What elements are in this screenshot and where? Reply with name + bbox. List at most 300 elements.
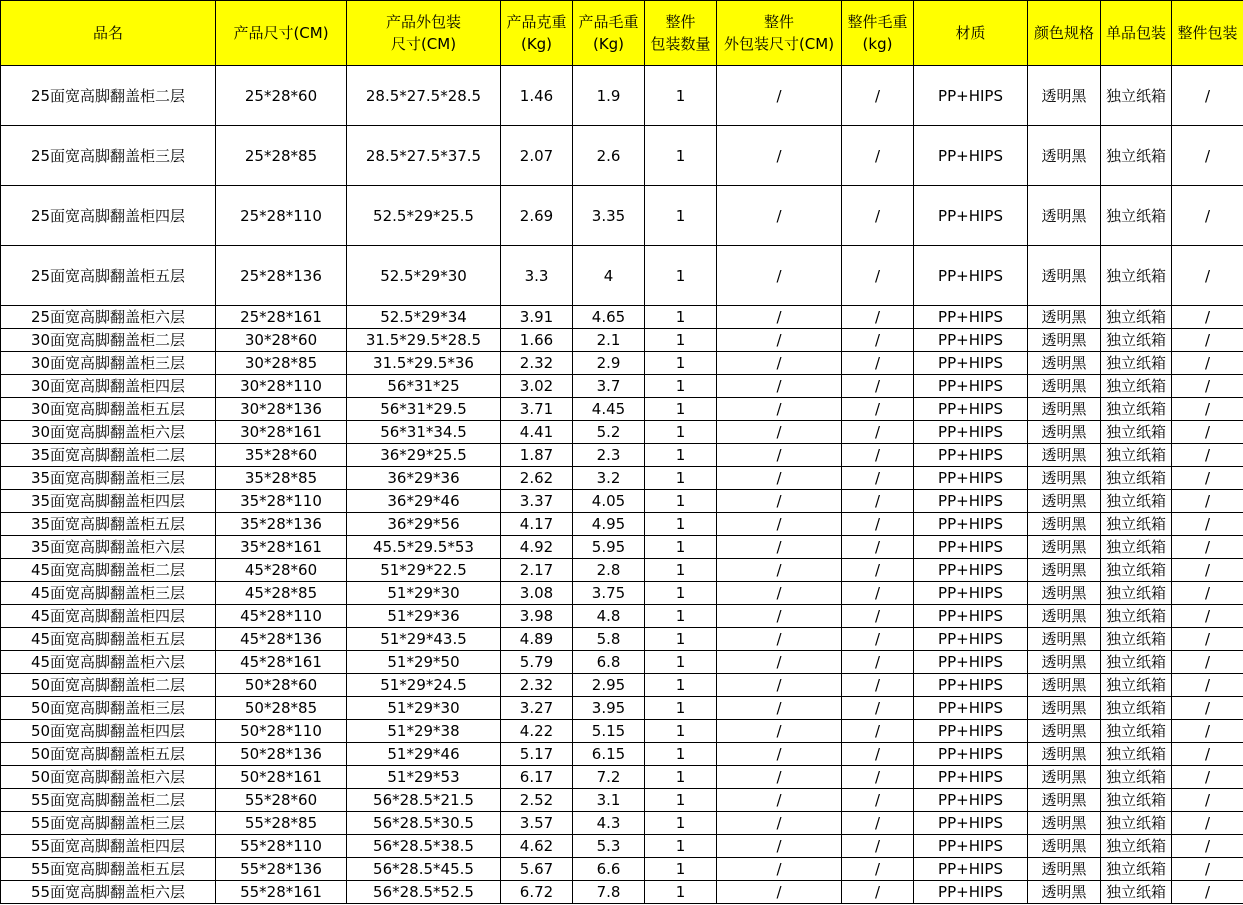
cell-product-name: 45面宽高脚翻盖柜四层: [1, 605, 216, 628]
cell-product-name: 30面宽高脚翻盖柜四层: [1, 375, 216, 398]
cell-carton-qty: 1: [645, 628, 717, 651]
cell-carton-size: /: [717, 467, 842, 490]
cell-carton-qty: 1: [645, 766, 717, 789]
cell-carton-qty: 1: [645, 421, 717, 444]
cell-net-weight: 2.62: [501, 467, 573, 490]
cell-unit-package: 独立纸箱: [1101, 789, 1172, 812]
cell-unit-package: 独立纸箱: [1101, 605, 1172, 628]
table-row: [1, 126, 1243, 186]
cell-net-weight: 3.98: [501, 605, 573, 628]
cell-carton-size: /: [717, 674, 842, 697]
cell-net-weight: 4.41: [501, 421, 573, 444]
cell-carton-qty: 1: [645, 467, 717, 490]
cell-carton-weight: /: [842, 789, 914, 812]
cell-product-size: 25*28*60: [216, 66, 347, 126]
cell-gross-weight: 5.3: [573, 835, 645, 858]
cell-carton-size: /: [717, 835, 842, 858]
cell-net-weight: 6.17: [501, 766, 573, 789]
cell-net-weight: 3.71: [501, 398, 573, 421]
cell-carton-package: /: [1172, 467, 1243, 490]
cell-net-weight: 1.87: [501, 444, 573, 467]
cell-carton-qty: 1: [645, 697, 717, 720]
cell-unit-package: 独立纸箱: [1101, 375, 1172, 398]
cell-carton-package: /: [1172, 651, 1243, 674]
cell-carton-package: /: [1172, 126, 1243, 186]
table-row: [1, 605, 1243, 628]
table-row: [1, 352, 1243, 375]
cell-color: 透明黑: [1028, 352, 1101, 375]
cell-carton-weight: /: [842, 329, 914, 352]
cell-carton-size: /: [717, 812, 842, 835]
cell-color: 透明黑: [1028, 559, 1101, 582]
cell-carton-package: /: [1172, 398, 1243, 421]
cell-product-name: 30面宽高脚翻盖柜五层: [1, 398, 216, 421]
cell-net-weight: 2.17: [501, 559, 573, 582]
table-row: [1, 490, 1243, 513]
cell-gross-weight: 2.1: [573, 329, 645, 352]
cell-net-weight: 3.37: [501, 490, 573, 513]
cell-carton-qty: 1: [645, 881, 717, 904]
cell-color: 透明黑: [1028, 835, 1101, 858]
cell-carton-qty: 1: [645, 513, 717, 536]
header-carton-weight: 整件毛重 (kg): [842, 1, 914, 66]
cell-product-name: 25面宽高脚翻盖柜三层: [1, 126, 216, 186]
cell-unit-package: 独立纸箱: [1101, 766, 1172, 789]
cell-product-name: 25面宽高脚翻盖柜二层: [1, 66, 216, 126]
cell-gross-weight: 4.95: [573, 513, 645, 536]
cell-material: PP+HIPS: [914, 66, 1028, 126]
cell-carton-size: /: [717, 246, 842, 306]
cell-carton-qty: 1: [645, 306, 717, 329]
cell-carton-qty: 1: [645, 674, 717, 697]
table-row: [1, 812, 1243, 835]
cell-package-size: 52.5*29*30: [347, 246, 501, 306]
cell-product-size: 55*28*60: [216, 789, 347, 812]
cell-carton-package: /: [1172, 766, 1243, 789]
cell-product-name: 30面宽高脚翻盖柜三层: [1, 352, 216, 375]
cell-carton-package: /: [1172, 559, 1243, 582]
cell-carton-weight: /: [842, 352, 914, 375]
table-row: [1, 582, 1243, 605]
cell-net-weight: 3.08: [501, 582, 573, 605]
cell-gross-weight: 3.75: [573, 582, 645, 605]
cell-carton-package: /: [1172, 858, 1243, 881]
cell-carton-qty: 1: [645, 720, 717, 743]
header-carton-qty: 整件 包装数量: [645, 1, 717, 66]
cell-material: PP+HIPS: [914, 697, 1028, 720]
cell-carton-package: /: [1172, 352, 1243, 375]
cell-carton-qty: 1: [645, 352, 717, 375]
cell-color: 透明黑: [1028, 858, 1101, 881]
header-material: 材质: [914, 1, 1028, 66]
cell-package-size: 56*28.5*38.5: [347, 835, 501, 858]
cell-carton-qty: 1: [645, 743, 717, 766]
cell-unit-package: 独立纸箱: [1101, 835, 1172, 858]
cell-unit-package: 独立纸箱: [1101, 66, 1172, 126]
cell-material: PP+HIPS: [914, 674, 1028, 697]
cell-product-size: 55*28*161: [216, 881, 347, 904]
cell-package-size: 56*31*29.5: [347, 398, 501, 421]
cell-product-name: 30面宽高脚翻盖柜六层: [1, 421, 216, 444]
cell-material: PP+HIPS: [914, 513, 1028, 536]
cell-gross-weight: 5.95: [573, 536, 645, 559]
cell-gross-weight: 4: [573, 246, 645, 306]
cell-package-size: 51*29*30: [347, 697, 501, 720]
cell-product-size: 45*28*110: [216, 605, 347, 628]
cell-carton-package: /: [1172, 421, 1243, 444]
cell-carton-weight: /: [842, 835, 914, 858]
table-body: [1, 66, 1243, 904]
table-row: [1, 743, 1243, 766]
cell-carton-weight: /: [842, 375, 914, 398]
cell-color: 透明黑: [1028, 126, 1101, 186]
cell-package-size: 51*29*53: [347, 766, 501, 789]
table-row: [1, 559, 1243, 582]
table-row: [1, 246, 1243, 306]
cell-color: 透明黑: [1028, 421, 1101, 444]
table-row: [1, 186, 1243, 246]
cell-carton-qty: 1: [645, 329, 717, 352]
cell-carton-weight: /: [842, 306, 914, 329]
cell-carton-weight: /: [842, 858, 914, 881]
cell-gross-weight: 2.6: [573, 126, 645, 186]
cell-color: 透明黑: [1028, 720, 1101, 743]
cell-net-weight: 3.02: [501, 375, 573, 398]
cell-carton-size: /: [717, 536, 842, 559]
cell-package-size: 56*28.5*21.5: [347, 789, 501, 812]
cell-net-weight: 2.07: [501, 126, 573, 186]
table-row: [1, 513, 1243, 536]
cell-package-size: 56*28.5*30.5: [347, 812, 501, 835]
cell-carton-size: /: [717, 651, 842, 674]
cell-package-size: 36*29*46: [347, 490, 501, 513]
cell-color: 透明黑: [1028, 467, 1101, 490]
cell-material: PP+HIPS: [914, 789, 1028, 812]
cell-package-size: 52.5*29*34: [347, 306, 501, 329]
cell-gross-weight: 3.1: [573, 789, 645, 812]
cell-carton-package: /: [1172, 513, 1243, 536]
cell-carton-weight: /: [842, 559, 914, 582]
cell-carton-package: /: [1172, 697, 1243, 720]
cell-product-size: 35*28*85: [216, 467, 347, 490]
cell-color: 透明黑: [1028, 513, 1101, 536]
cell-net-weight: 6.72: [501, 881, 573, 904]
cell-carton-size: /: [717, 375, 842, 398]
cell-product-size: 50*28*136: [216, 743, 347, 766]
table-row: [1, 720, 1243, 743]
cell-product-name: 35面宽高脚翻盖柜二层: [1, 444, 216, 467]
cell-product-name: 50面宽高脚翻盖柜五层: [1, 743, 216, 766]
cell-carton-size: /: [717, 490, 842, 513]
cell-net-weight: 2.32: [501, 352, 573, 375]
cell-package-size: 28.5*27.5*28.5: [347, 66, 501, 126]
cell-carton-weight: /: [842, 246, 914, 306]
cell-carton-package: /: [1172, 582, 1243, 605]
cell-product-name: 55面宽高脚翻盖柜三层: [1, 812, 216, 835]
table-row: [1, 375, 1243, 398]
cell-product-size: 35*28*136: [216, 513, 347, 536]
cell-gross-weight: 2.3: [573, 444, 645, 467]
cell-carton-package: /: [1172, 329, 1243, 352]
cell-carton-weight: /: [842, 605, 914, 628]
cell-product-name: 25面宽高脚翻盖柜五层: [1, 246, 216, 306]
table-row: [1, 766, 1243, 789]
cell-unit-package: 独立纸箱: [1101, 582, 1172, 605]
cell-product-size: 25*28*110: [216, 186, 347, 246]
cell-net-weight: 4.62: [501, 835, 573, 858]
cell-material: PP+HIPS: [914, 812, 1028, 835]
cell-carton-weight: /: [842, 66, 914, 126]
cell-carton-package: /: [1172, 605, 1243, 628]
cell-carton-size: /: [717, 743, 842, 766]
table-row: [1, 467, 1243, 490]
cell-carton-weight: /: [842, 720, 914, 743]
cell-carton-weight: /: [842, 743, 914, 766]
cell-carton-size: /: [717, 628, 842, 651]
cell-carton-package: /: [1172, 835, 1243, 858]
cell-color: 透明黑: [1028, 582, 1101, 605]
cell-carton-size: /: [717, 766, 842, 789]
cell-color: 透明黑: [1028, 246, 1101, 306]
cell-package-size: 51*29*24.5: [347, 674, 501, 697]
header-product-name: 品名: [1, 1, 216, 66]
cell-package-size: 56*28.5*52.5: [347, 881, 501, 904]
table-row: [1, 674, 1243, 697]
cell-carton-qty: 1: [645, 651, 717, 674]
cell-carton-weight: /: [842, 126, 914, 186]
cell-material: PP+HIPS: [914, 375, 1028, 398]
cell-package-size: 51*29*50: [347, 651, 501, 674]
cell-carton-qty: 1: [645, 246, 717, 306]
cell-carton-size: /: [717, 789, 842, 812]
cell-unit-package: 独立纸箱: [1101, 126, 1172, 186]
cell-net-weight: 5.17: [501, 743, 573, 766]
cell-product-name: 55面宽高脚翻盖柜六层: [1, 881, 216, 904]
cell-unit-package: 独立纸箱: [1101, 651, 1172, 674]
cell-product-size: 55*28*85: [216, 812, 347, 835]
cell-product-size: 30*28*161: [216, 421, 347, 444]
table-row: [1, 697, 1243, 720]
cell-net-weight: 4.22: [501, 720, 573, 743]
cell-product-name: 50面宽高脚翻盖柜三层: [1, 697, 216, 720]
cell-carton-size: /: [717, 513, 842, 536]
cell-gross-weight: 4.3: [573, 812, 645, 835]
cell-product-name: 45面宽高脚翻盖柜六层: [1, 651, 216, 674]
cell-package-size: 56*31*25: [347, 375, 501, 398]
cell-product-size: 45*28*60: [216, 559, 347, 582]
cell-carton-weight: /: [842, 536, 914, 559]
cell-material: PP+HIPS: [914, 582, 1028, 605]
cell-gross-weight: 2.9: [573, 352, 645, 375]
cell-material: PP+HIPS: [914, 743, 1028, 766]
cell-material: PP+HIPS: [914, 858, 1028, 881]
cell-carton-package: /: [1172, 628, 1243, 651]
cell-material: PP+HIPS: [914, 444, 1028, 467]
cell-package-size: 36*29*36: [347, 467, 501, 490]
cell-package-size: 51*29*22.5: [347, 559, 501, 582]
cell-carton-size: /: [717, 444, 842, 467]
cell-package-size: 51*29*46: [347, 743, 501, 766]
cell-product-name: 50面宽高脚翻盖柜四层: [1, 720, 216, 743]
header-unit-package: 单品包装: [1101, 1, 1172, 66]
cell-material: PP+HIPS: [914, 766, 1028, 789]
cell-carton-package: /: [1172, 186, 1243, 246]
table-row: [1, 421, 1243, 444]
cell-unit-package: 独立纸箱: [1101, 559, 1172, 582]
cell-carton-size: /: [717, 582, 842, 605]
cell-product-name: 45面宽高脚翻盖柜三层: [1, 582, 216, 605]
cell-package-size: 56*31*34.5: [347, 421, 501, 444]
cell-carton-qty: 1: [645, 582, 717, 605]
cell-unit-package: 独立纸箱: [1101, 513, 1172, 536]
cell-carton-weight: /: [842, 766, 914, 789]
cell-gross-weight: 5.8: [573, 628, 645, 651]
cell-color: 透明黑: [1028, 766, 1101, 789]
cell-product-size: 50*28*85: [216, 697, 347, 720]
table-row: [1, 444, 1243, 467]
cell-unit-package: 独立纸箱: [1101, 329, 1172, 352]
table-row: [1, 835, 1243, 858]
cell-color: 透明黑: [1028, 674, 1101, 697]
cell-color: 透明黑: [1028, 651, 1101, 674]
cell-carton-size: /: [717, 697, 842, 720]
cell-carton-size: /: [717, 306, 842, 329]
cell-carton-qty: 1: [645, 559, 717, 582]
cell-package-size: 31.5*29.5*36: [347, 352, 501, 375]
cell-material: PP+HIPS: [914, 467, 1028, 490]
cell-product-size: 25*28*136: [216, 246, 347, 306]
cell-color: 透明黑: [1028, 812, 1101, 835]
cell-carton-package: /: [1172, 674, 1243, 697]
header-row: [1, 1, 1243, 66]
cell-carton-size: /: [717, 858, 842, 881]
cell-gross-weight: 4.45: [573, 398, 645, 421]
cell-net-weight: 5.67: [501, 858, 573, 881]
cell-carton-qty: 1: [645, 490, 717, 513]
cell-carton-size: /: [717, 126, 842, 186]
cell-carton-size: /: [717, 352, 842, 375]
cell-material: PP+HIPS: [914, 306, 1028, 329]
cell-color: 透明黑: [1028, 605, 1101, 628]
cell-unit-package: 独立纸箱: [1101, 444, 1172, 467]
cell-product-size: 30*28*85: [216, 352, 347, 375]
cell-unit-package: 独立纸箱: [1101, 628, 1172, 651]
cell-package-size: 28.5*27.5*37.5: [347, 126, 501, 186]
cell-package-size: 51*29*38: [347, 720, 501, 743]
cell-carton-size: /: [717, 559, 842, 582]
table-row: [1, 651, 1243, 674]
cell-unit-package: 独立纸箱: [1101, 246, 1172, 306]
cell-gross-weight: 6.6: [573, 858, 645, 881]
cell-color: 透明黑: [1028, 375, 1101, 398]
table-row: [1, 536, 1243, 559]
cell-material: PP+HIPS: [914, 186, 1028, 246]
cell-unit-package: 独立纸箱: [1101, 697, 1172, 720]
cell-gross-weight: 4.05: [573, 490, 645, 513]
cell-carton-weight: /: [842, 674, 914, 697]
cell-material: PP+HIPS: [914, 490, 1028, 513]
cell-net-weight: 3.27: [501, 697, 573, 720]
cell-carton-weight: /: [842, 467, 914, 490]
table-row: [1, 628, 1243, 651]
cell-color: 透明黑: [1028, 398, 1101, 421]
cell-carton-weight: /: [842, 881, 914, 904]
cell-material: PP+HIPS: [914, 246, 1028, 306]
cell-package-size: 52.5*29*25.5: [347, 186, 501, 246]
cell-product-name: 35面宽高脚翻盖柜四层: [1, 490, 216, 513]
cell-carton-weight: /: [842, 444, 914, 467]
cell-unit-package: 独立纸箱: [1101, 467, 1172, 490]
cell-net-weight: 4.17: [501, 513, 573, 536]
cell-carton-package: /: [1172, 789, 1243, 812]
cell-product-size: 30*28*110: [216, 375, 347, 398]
cell-package-size: 56*28.5*45.5: [347, 858, 501, 881]
table-row: [1, 329, 1243, 352]
cell-color: 透明黑: [1028, 536, 1101, 559]
cell-carton-weight: /: [842, 398, 914, 421]
cell-product-name: 35面宽高脚翻盖柜五层: [1, 513, 216, 536]
cell-product-name: 45面宽高脚翻盖柜五层: [1, 628, 216, 651]
cell-carton-weight: /: [842, 421, 914, 444]
cell-gross-weight: 2.95: [573, 674, 645, 697]
header-carton-size: 整件 外包装尺寸(CM): [717, 1, 842, 66]
cell-carton-size: /: [717, 605, 842, 628]
cell-product-size: 50*28*161: [216, 766, 347, 789]
cell-net-weight: 2.32: [501, 674, 573, 697]
table-row: [1, 306, 1243, 329]
cell-unit-package: 独立纸箱: [1101, 186, 1172, 246]
cell-package-size: 45.5*29.5*53: [347, 536, 501, 559]
cell-product-size: 45*28*85: [216, 582, 347, 605]
table-header: [1, 1, 1243, 66]
header-color: 颜色规格: [1028, 1, 1101, 66]
cell-carton-package: /: [1172, 881, 1243, 904]
cell-carton-size: /: [717, 66, 842, 126]
cell-carton-size: /: [717, 881, 842, 904]
cell-unit-package: 独立纸箱: [1101, 743, 1172, 766]
cell-carton-qty: 1: [645, 375, 717, 398]
cell-product-size: 35*28*161: [216, 536, 347, 559]
cell-gross-weight: 6.8: [573, 651, 645, 674]
cell-product-name: 50面宽高脚翻盖柜六层: [1, 766, 216, 789]
cell-carton-package: /: [1172, 743, 1243, 766]
cell-package-size: 36*29*56: [347, 513, 501, 536]
cell-net-weight: 4.92: [501, 536, 573, 559]
cell-product-size: 25*28*161: [216, 306, 347, 329]
cell-product-name: 25面宽高脚翻盖柜六层: [1, 306, 216, 329]
cell-carton-package: /: [1172, 444, 1243, 467]
cell-product-size: 45*28*161: [216, 651, 347, 674]
cell-gross-weight: 6.15: [573, 743, 645, 766]
cell-unit-package: 独立纸箱: [1101, 720, 1172, 743]
cell-package-size: 36*29*25.5: [347, 444, 501, 467]
cell-carton-qty: 1: [645, 812, 717, 835]
cell-unit-package: 独立纸箱: [1101, 812, 1172, 835]
cell-package-size: 51*29*36: [347, 605, 501, 628]
cell-gross-weight: 3.35: [573, 186, 645, 246]
cell-material: PP+HIPS: [914, 559, 1028, 582]
cell-color: 透明黑: [1028, 306, 1101, 329]
cell-material: PP+HIPS: [914, 628, 1028, 651]
cell-product-size: 25*28*85: [216, 126, 347, 186]
cell-net-weight: 3.3: [501, 246, 573, 306]
cell-net-weight: 5.79: [501, 651, 573, 674]
cell-carton-package: /: [1172, 246, 1243, 306]
cell-color: 透明黑: [1028, 444, 1101, 467]
cell-carton-weight: /: [842, 651, 914, 674]
cell-unit-package: 独立纸箱: [1101, 881, 1172, 904]
cell-color: 透明黑: [1028, 789, 1101, 812]
